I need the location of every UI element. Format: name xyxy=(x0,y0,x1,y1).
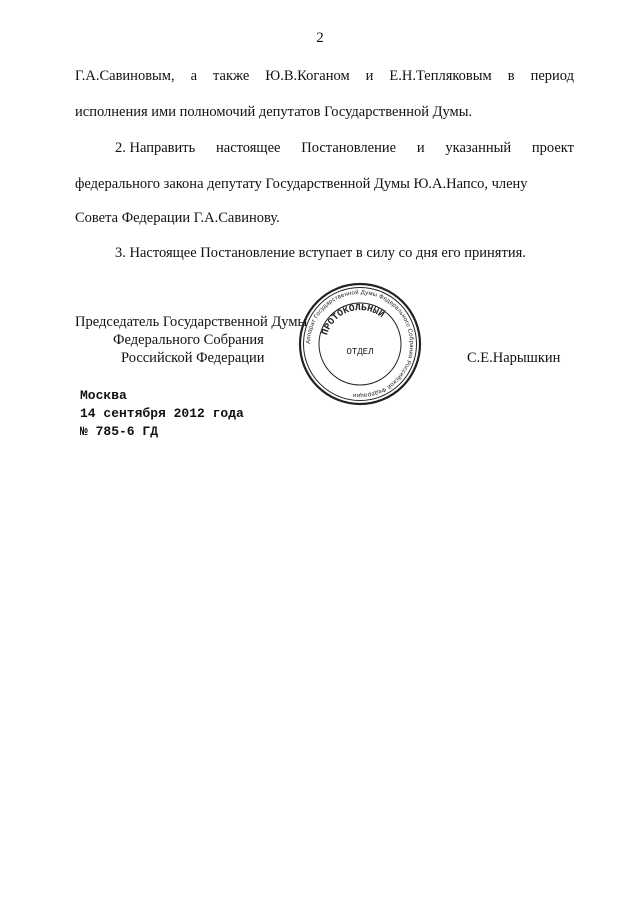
page-number: 2 xyxy=(316,30,324,46)
svg-text:ПРОТОКОЛЬНЫЙ xyxy=(319,302,386,337)
word: Постановление xyxy=(301,140,397,156)
word: Г.А.Савиновым, xyxy=(75,68,175,84)
word: и xyxy=(416,140,425,156)
stamp-outer-text: Аппарат Государственной Думы Федерального Собрания Российской Федерации xyxy=(305,289,415,399)
paragraph-1-line-1 xyxy=(75,68,574,85)
word: также xyxy=(213,68,250,84)
paragraph-2-line-1 xyxy=(115,140,574,157)
signatory-title-line-2: Федерального Собрания xyxy=(113,332,264,348)
city: Москва xyxy=(80,388,127,403)
signatory-title-line-3: Российской Федерации xyxy=(121,350,265,366)
word: проект xyxy=(531,140,574,156)
signatory-title-line-1: Председатель Государственной Думы xyxy=(75,314,308,330)
document-number: № 785-6 ГД xyxy=(80,424,159,439)
paragraph-3-line-1: 3. Настоящее Постановление вступает в силу со дня его принятия. xyxy=(115,245,526,261)
stamp-graphic xyxy=(298,282,422,406)
stamp-inner-text: ПРОТОКОЛЬНЫЙ xyxy=(319,301,387,337)
word: а xyxy=(190,68,198,84)
paragraph-1-line-2: исполнения ими полномочий депутатов Государственной Думы. xyxy=(75,104,473,120)
signatory-name: С.Е.Нарышкин xyxy=(467,350,561,366)
word: Ю.В.Коганом xyxy=(265,68,350,84)
stamp-center-text: ОТДЕЛ xyxy=(346,347,374,357)
word: и xyxy=(365,68,374,84)
word: указанный xyxy=(445,140,512,156)
paragraph-2-line-2: федерального закона депутату Государственной Думы Ю.А.Напсо, члену xyxy=(75,176,528,192)
date: 14 сентября 2012 года xyxy=(80,406,244,421)
official-stamp xyxy=(298,282,422,406)
paragraph-2-line-3: Совета Федерации Г.А.Савинову. xyxy=(75,210,280,226)
word: Е.Н.Тепляковым xyxy=(389,68,492,84)
word: в xyxy=(507,68,515,84)
word: период xyxy=(530,68,574,84)
word: настоящее xyxy=(216,140,281,156)
word: 2. Направить xyxy=(115,140,196,156)
